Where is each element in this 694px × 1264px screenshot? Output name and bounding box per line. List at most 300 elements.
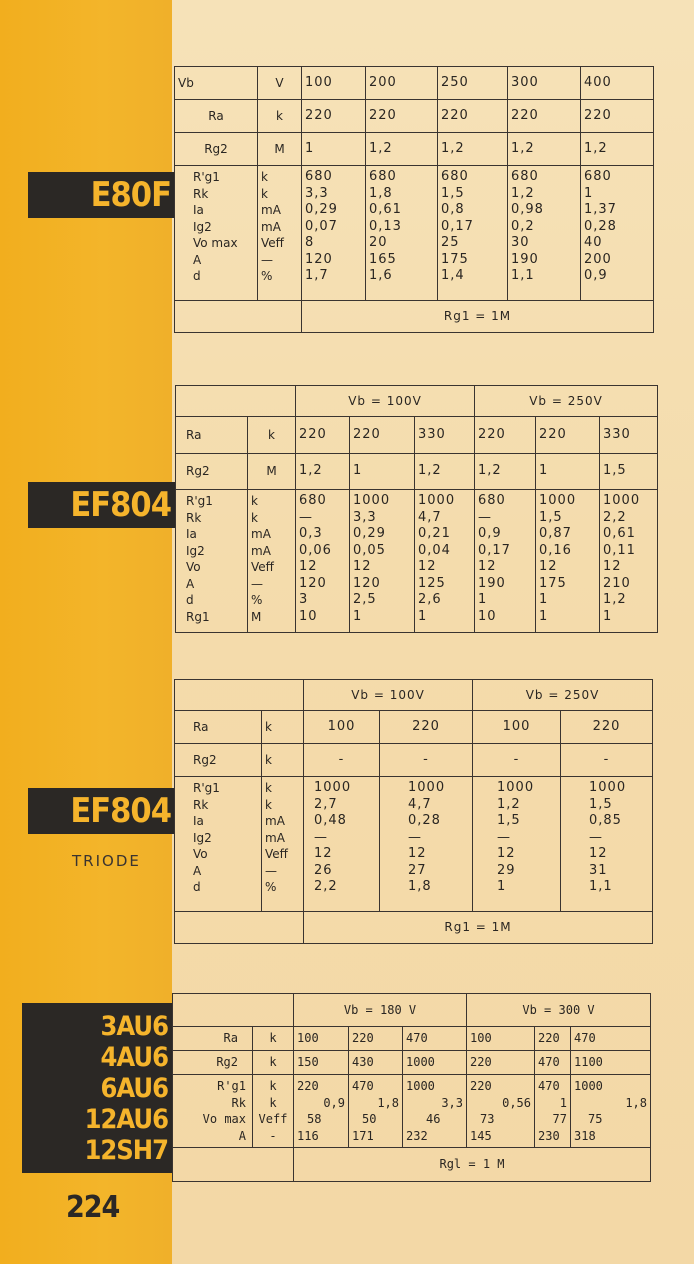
- value-column: [536, 490, 600, 633]
- tube-name: E80F: [90, 175, 171, 215]
- value-cell: 1: [302, 133, 366, 166]
- param-unit: mA: [265, 830, 285, 845]
- value-cell: 470: [538, 1079, 560, 1093]
- value-cell: 0,07: [305, 218, 338, 234]
- value-cell: 150: [294, 1051, 349, 1075]
- unit-cell: M: [248, 454, 296, 490]
- value-cell: 1000: [497, 780, 535, 795]
- param-unit: k: [269, 1095, 277, 1110]
- value-cell: 0,3: [299, 526, 323, 541]
- value-cell: 470: [535, 1051, 571, 1075]
- value-cell: 1,4: [441, 268, 465, 283]
- value-column: [438, 166, 508, 301]
- value-column: [302, 166, 366, 301]
- voltage-group-header: Vb = 250V: [475, 386, 658, 417]
- value-cell: 220: [380, 711, 473, 744]
- value-column: [304, 777, 380, 912]
- value-cell: 220: [297, 1079, 319, 1093]
- value-cell: 0,56: [502, 1095, 531, 1110]
- value-cell: 10: [299, 608, 318, 624]
- value-cell: 120: [353, 575, 381, 591]
- value-cell: 120: [299, 575, 327, 591]
- value-cell: 1000: [403, 1051, 467, 1075]
- value-cell: 250: [438, 67, 508, 100]
- value-cell: 330: [415, 417, 475, 454]
- value-cell: 100: [467, 1027, 535, 1051]
- value-cell: 0,9: [584, 268, 608, 283]
- value-cell: 0,61: [369, 202, 402, 217]
- value-cell: 12: [497, 846, 516, 861]
- unit-cell: k: [262, 744, 304, 777]
- voltage-group-header: Vb = 100V: [304, 680, 473, 711]
- param-unit: k: [265, 781, 272, 795]
- value-cell: 8: [305, 235, 315, 250]
- sym-rg2: Rg2: [175, 744, 262, 777]
- value-cell: 12: [603, 559, 622, 574]
- param-name: Ig2: [193, 830, 212, 845]
- value-cell: 1,2: [475, 454, 536, 490]
- value-cell: 1,8: [625, 1095, 647, 1110]
- table-au6-family: [172, 993, 651, 1182]
- value-cell: 1: [584, 185, 594, 201]
- value-column: [415, 490, 475, 633]
- param-name: A: [186, 576, 195, 591]
- param-name: Vo max: [202, 1112, 246, 1126]
- value-cell: —: [299, 509, 313, 525]
- value-cell: -: [380, 744, 473, 777]
- value-cell: 1: [497, 879, 507, 894]
- param-unit: k: [251, 494, 258, 508]
- table-ef804-triode: [174, 679, 653, 944]
- value-cell: 680: [369, 169, 397, 184]
- param-unit: k: [261, 186, 268, 201]
- value-cell: 0,17: [441, 218, 474, 234]
- sym-ra: Ra: [175, 711, 262, 744]
- value-cell: 1,2: [296, 454, 350, 490]
- value-cell: 0,28: [408, 813, 441, 828]
- table-footer: Rgl = 1 M: [294, 1148, 651, 1182]
- value-cell: 200: [584, 251, 612, 267]
- table-e80f: [174, 66, 654, 333]
- value-cell: 1,2: [366, 133, 438, 166]
- param-name: Ia: [193, 203, 204, 217]
- value-cell: 220: [475, 417, 536, 454]
- value-cell: 1,1: [511, 268, 535, 283]
- param-units: [253, 1075, 294, 1148]
- param-unit: mA: [261, 219, 281, 234]
- value-cell: 30: [511, 235, 530, 250]
- param-name: d: [186, 593, 194, 607]
- param-unit: %: [251, 593, 263, 607]
- value-column: [296, 490, 350, 633]
- page-number: 224: [66, 1190, 120, 1225]
- value-cell: 0,29: [353, 526, 386, 541]
- value-cell: 12: [353, 559, 372, 574]
- value-cell: 0,85: [589, 813, 622, 828]
- param-unit: mA: [265, 814, 285, 828]
- value-cell: 220: [535, 1027, 571, 1051]
- value-cell: 220: [366, 100, 438, 133]
- value-cell: 220: [350, 417, 415, 454]
- value-cell: 470: [571, 1027, 651, 1051]
- value-cell: 318: [574, 1128, 596, 1143]
- value-cell: 1,5: [589, 796, 613, 812]
- voltage-group-header: Vb = 300 V: [467, 994, 651, 1027]
- value-cell: 0,17: [478, 542, 511, 558]
- value-cell: 120: [305, 251, 333, 267]
- value-cell: 0,9: [478, 526, 502, 541]
- value-cell: 2,2: [603, 509, 627, 525]
- value-cell: 2,6: [418, 592, 442, 607]
- unit-cell: k: [253, 1027, 294, 1051]
- value-cell: 1: [559, 1095, 567, 1110]
- value-cell: 3,3: [353, 509, 377, 525]
- value-cell: 470: [352, 1079, 374, 1093]
- param-unit: mA: [261, 203, 281, 217]
- tube-name: EF804: [70, 485, 171, 525]
- value-cell: 1,37: [584, 202, 617, 217]
- param-name: Vo: [186, 560, 201, 574]
- param-units: [258, 166, 302, 301]
- param-unit: Veff: [258, 1112, 288, 1126]
- value-cell: 1000: [589, 780, 627, 795]
- value-cell: 0,11: [603, 542, 636, 558]
- empty-cell: [175, 680, 304, 711]
- value-cell: 0,8: [441, 202, 465, 217]
- value-cell: 1,8: [377, 1095, 399, 1110]
- value-cell: —: [314, 829, 328, 845]
- voltage-group-header: Vb = 250V: [473, 680, 653, 711]
- value-cell: 1,7: [305, 268, 329, 283]
- param-name: d: [193, 269, 201, 283]
- value-cell: 1,2: [603, 592, 627, 607]
- value-cell: 100: [473, 711, 561, 744]
- value-cell: 1000: [314, 780, 352, 795]
- value-cell: 12: [314, 846, 333, 861]
- value-column: [561, 777, 653, 912]
- value-cell: 210: [603, 575, 631, 591]
- value-cell: 0,04: [418, 542, 451, 558]
- param-name: R'g1: [193, 781, 220, 795]
- value-cell: 125: [418, 575, 446, 591]
- param-name: Vo: [193, 847, 208, 861]
- value-cell: 1: [350, 454, 415, 490]
- value-cell: —: [408, 829, 422, 845]
- value-cell: 12: [478, 559, 497, 574]
- value-cell: 100: [304, 711, 380, 744]
- empty-cell: [175, 301, 302, 333]
- value-cell: 0,98: [511, 202, 544, 217]
- value-cell: 400: [581, 67, 654, 100]
- value-cell: 680: [441, 169, 469, 184]
- value-cell: 0,21: [418, 526, 451, 541]
- value-cell: 220: [536, 417, 600, 454]
- value-cell: 1000: [574, 1079, 603, 1093]
- param-name: A: [193, 252, 202, 267]
- value-cell: 200: [366, 67, 438, 100]
- value-cell: 100: [302, 67, 366, 100]
- tube-label-au6-family: [22, 1003, 172, 1173]
- value-cell: 220: [438, 100, 508, 133]
- sym-ra: Ra: [176, 417, 248, 454]
- value-cell: 220: [296, 417, 350, 454]
- value-cell: 2,5: [353, 592, 377, 607]
- value-column: [571, 1075, 651, 1148]
- tube-label-e80f: [28, 172, 175, 218]
- tube-name: 3AU6: [100, 1010, 168, 1042]
- value-cell: 220: [561, 711, 653, 744]
- value-cell: 0,16: [539, 542, 572, 558]
- value-cell: 1,8: [408, 879, 432, 894]
- value-cell: 680: [478, 493, 506, 508]
- sym-vb: Vb: [175, 67, 258, 100]
- value-column: [467, 1075, 535, 1148]
- param-name: R'g1: [193, 170, 220, 184]
- value-cell: 1000: [603, 493, 641, 508]
- tube-name: EF804: [70, 791, 171, 831]
- value-cell: 100: [294, 1027, 349, 1051]
- param-name: R'g1: [217, 1079, 246, 1093]
- value-cell: 220: [349, 1027, 403, 1051]
- value-cell: 680: [584, 169, 612, 184]
- value-cell: -: [561, 744, 653, 777]
- value-column: [473, 777, 561, 912]
- value-cell: 20: [369, 235, 388, 250]
- value-cell: 1000: [406, 1079, 435, 1093]
- value-cell: —: [589, 829, 603, 845]
- param-name: A: [193, 863, 202, 878]
- empty-cell: [173, 994, 294, 1027]
- value-column: [581, 166, 654, 301]
- value-cell: 1000: [353, 493, 391, 508]
- tube-name: 6AU6: [100, 1072, 168, 1104]
- value-cell: 4,7: [408, 796, 432, 812]
- value-cell: 0,13: [369, 218, 402, 234]
- value-cell: 75: [588, 1112, 603, 1126]
- param-name: Rk: [193, 797, 209, 812]
- value-cell: 1: [478, 592, 488, 607]
- tube-name: 12SH7: [84, 1134, 168, 1166]
- value-cell: 58: [307, 1112, 322, 1126]
- voltage-group-header: Vb = 100V: [296, 386, 475, 417]
- value-cell: 1,2: [438, 133, 508, 166]
- param-name: Rk: [186, 510, 202, 525]
- value-cell: 0,29: [305, 202, 338, 217]
- value-cell: 175: [441, 251, 469, 267]
- value-cell: 10: [478, 608, 497, 624]
- value-cell: 31: [589, 862, 608, 878]
- triode-label: TRIODE: [72, 852, 141, 870]
- value-column: [600, 490, 658, 633]
- value-cell: 4,7: [418, 509, 442, 525]
- value-column: [535, 1075, 571, 1148]
- value-column: [403, 1075, 467, 1148]
- value-cell: 3,3: [305, 185, 329, 201]
- unit-cell: M: [258, 133, 302, 166]
- sym-rg2: Rg2: [175, 133, 258, 166]
- param-unit: Veff: [251, 560, 274, 574]
- value-cell: 0,2: [511, 218, 535, 234]
- param-unit: -: [269, 1128, 277, 1143]
- table-ef804-pentode: [175, 385, 658, 633]
- value-cell: 1: [539, 592, 549, 607]
- value-column: [380, 777, 473, 912]
- param-name: Ig2: [186, 543, 205, 558]
- voltage-group-header: Vb = 180 V: [294, 994, 467, 1027]
- value-cell: 2,2: [314, 879, 338, 894]
- param-names: [176, 490, 248, 633]
- value-cell: 1,5: [600, 454, 658, 490]
- value-cell: 1: [353, 608, 363, 624]
- value-cell: 27: [408, 862, 427, 878]
- value-cell: —: [478, 509, 492, 525]
- value-cell: 175: [539, 575, 567, 591]
- value-cell: -: [473, 744, 561, 777]
- unit-cell: k: [262, 711, 304, 744]
- value-cell: 0,61: [603, 526, 636, 541]
- value-cell: 46: [426, 1112, 441, 1126]
- value-cell: 1,2: [415, 454, 475, 490]
- tube-label-ef804-triode: [28, 788, 175, 834]
- param-unit: k: [251, 510, 258, 525]
- value-cell: -: [304, 744, 380, 777]
- value-column: [475, 490, 536, 633]
- param-names: [175, 166, 258, 301]
- value-column: [366, 166, 438, 301]
- value-cell: 25: [441, 235, 460, 250]
- value-cell: 26: [314, 862, 333, 878]
- param-name: d: [193, 880, 201, 894]
- value-cell: 190: [511, 251, 539, 267]
- table-footer: Rg1 = 1M: [304, 912, 653, 944]
- param-unit: k: [265, 797, 272, 812]
- unit-cell: k: [248, 417, 296, 454]
- value-cell: 116: [297, 1128, 319, 1143]
- value-cell: 220: [467, 1051, 535, 1075]
- value-cell: 1,8: [369, 185, 393, 201]
- value-cell: 0,48: [314, 813, 347, 828]
- empty-cell: [176, 386, 296, 417]
- value-column: [349, 1075, 403, 1148]
- value-column: [350, 490, 415, 633]
- value-cell: 1000: [418, 493, 456, 508]
- sym-ra: Ra: [173, 1027, 253, 1051]
- value-cell: 0,06: [299, 542, 332, 558]
- table-footer: Rg1 = 1M: [302, 301, 654, 333]
- value-cell: 1,2: [581, 133, 654, 166]
- value-cell: 12: [589, 846, 608, 861]
- param-name: Rg1: [186, 609, 210, 624]
- value-column: [508, 166, 581, 301]
- value-cell: 0,28: [584, 218, 617, 234]
- value-cell: 300: [508, 67, 581, 100]
- param-unit: —: [265, 863, 277, 878]
- value-cell: 3: [299, 592, 309, 607]
- param-unit: k: [269, 1079, 277, 1093]
- param-unit: k: [261, 170, 268, 184]
- value-cell: 1: [536, 454, 600, 490]
- value-cell: 680: [511, 169, 539, 184]
- param-name: Ig2: [193, 219, 212, 234]
- value-cell: 0,87: [539, 526, 572, 541]
- value-cell: 12: [539, 559, 558, 574]
- value-cell: 165: [369, 251, 397, 267]
- value-cell: 1: [603, 608, 613, 624]
- value-cell: 40: [584, 235, 603, 250]
- value-cell: 680: [299, 493, 327, 508]
- value-cell: 77: [552, 1112, 567, 1126]
- unit-cell: k: [258, 100, 302, 133]
- param-unit: Veff: [265, 847, 288, 861]
- value-cell: 1100: [571, 1051, 651, 1075]
- value-cell: 1,5: [441, 185, 465, 201]
- value-cell: 3,3: [441, 1095, 463, 1110]
- value-cell: 232: [406, 1128, 428, 1143]
- param-name: Vo max: [193, 236, 238, 250]
- param-name: Ia: [186, 527, 197, 541]
- param-unit: mA: [251, 527, 271, 541]
- value-cell: 0,05: [353, 542, 386, 558]
- param-name: Ia: [193, 814, 204, 828]
- value-cell: 230: [538, 1128, 560, 1143]
- unit-cell: k: [253, 1051, 294, 1075]
- value-cell: 0,9: [323, 1095, 345, 1110]
- value-cell: 680: [305, 169, 333, 184]
- value-cell: 220: [470, 1079, 492, 1093]
- param-units: [262, 777, 304, 912]
- param-unit: Veff: [261, 236, 284, 250]
- unit-cell: V: [258, 67, 302, 100]
- param-name: R'g1: [186, 494, 213, 508]
- value-cell: 330: [600, 417, 658, 454]
- sym-rg2: Rg2: [176, 454, 248, 490]
- value-cell: 430: [349, 1051, 403, 1075]
- value-cell: 1: [418, 608, 428, 624]
- value-cell: 12: [418, 559, 437, 574]
- sym-rg2: Rg2: [173, 1051, 253, 1075]
- value-cell: 12: [299, 559, 318, 574]
- tube-name: 4AU6: [100, 1041, 168, 1073]
- value-cell: 50: [362, 1112, 377, 1126]
- value-cell: 12: [408, 846, 427, 861]
- param-names: [175, 777, 262, 912]
- value-cell: 1,2: [508, 133, 581, 166]
- value-cell: 1,2: [511, 185, 535, 201]
- value-cell: 2,7: [314, 796, 338, 812]
- value-cell: 1,1: [589, 879, 613, 894]
- param-unit: —: [251, 576, 263, 591]
- value-cell: 220: [508, 100, 581, 133]
- param-unit: mA: [251, 543, 271, 558]
- value-cell: 220: [581, 100, 654, 133]
- param-names: [173, 1075, 253, 1148]
- value-cell: 1,5: [497, 813, 521, 828]
- param-name: A: [238, 1128, 246, 1143]
- tube-label-ef804: [28, 482, 175, 528]
- tube-name: 12AU6: [84, 1103, 168, 1135]
- empty-cell: [173, 1148, 294, 1182]
- value-cell: 1000: [539, 493, 577, 508]
- value-cell: 1,5: [539, 509, 563, 525]
- value-cell: 470: [403, 1027, 467, 1051]
- value-cell: 145: [470, 1128, 492, 1143]
- param-unit: —: [261, 252, 273, 267]
- param-unit: M: [251, 609, 262, 624]
- value-cell: 220: [302, 100, 366, 133]
- value-cell: 29: [497, 862, 516, 878]
- param-unit: %: [261, 269, 273, 283]
- value-cell: 1000: [408, 780, 446, 795]
